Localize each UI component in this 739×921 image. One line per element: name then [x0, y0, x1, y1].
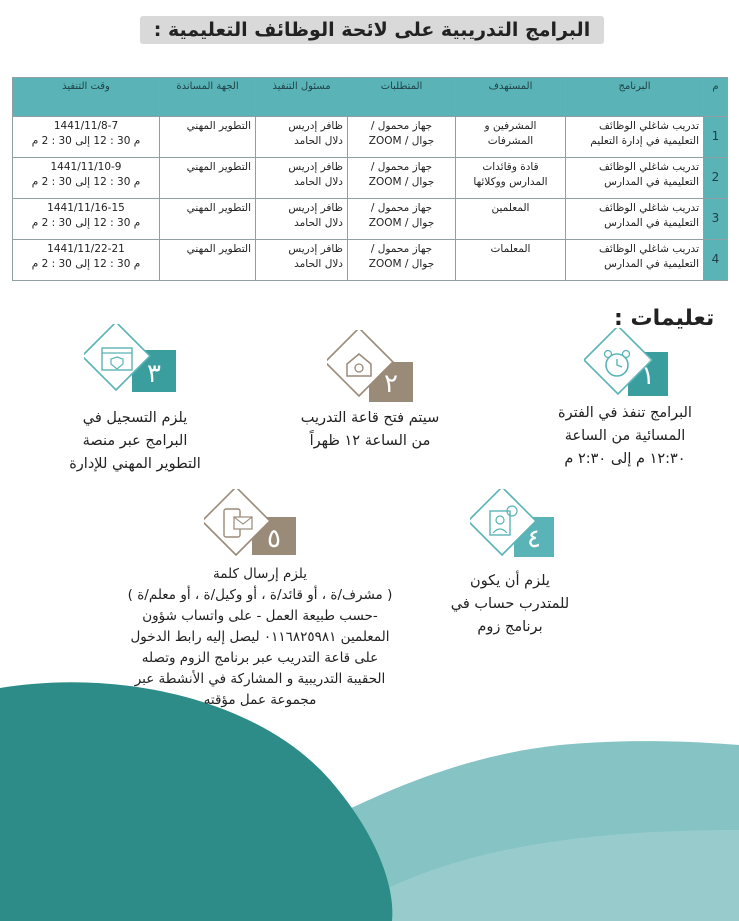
- item-number: ٤: [527, 524, 541, 554]
- cell-line: م 30 : 12 إلى 30 : 2 م: [31, 258, 141, 271]
- instructions-title: تعليمات :: [614, 306, 715, 331]
- target-cell: [456, 199, 566, 240]
- time-cell: [13, 158, 160, 199]
- target-cell: [456, 240, 566, 281]
- instruction-line: -حسب طبيعة العمل - على واتساب شؤون: [142, 607, 378, 624]
- program-cell: [566, 240, 704, 281]
- instruction-line: يلزم إرسال كلمة: [212, 566, 308, 582]
- cell-line: تدريب شاغلي الوظائف: [598, 202, 699, 214]
- cell-line: دلال الحامد: [294, 135, 343, 148]
- cell-line: جوال / ZOOM: [368, 258, 435, 271]
- cell-line: ظافر إدريس: [288, 243, 343, 255]
- cell-line: ظافر إدريس: [288, 202, 343, 214]
- instruction-item-1: [530, 402, 720, 472]
- instruction-line: يلزم أن يكون: [470, 573, 550, 589]
- row-number: 1: [704, 117, 728, 158]
- cell-line: م 30 : 12 إلى 30 : 2 م: [31, 217, 141, 230]
- instruction-line: للمتدرب حساب في: [450, 596, 570, 613]
- instruction-line: المعلمين ٠١١٦٨٢٥٩٨١ ليصل إليه رابط الدخول: [130, 628, 390, 645]
- column-header: وقت التنفيذ: [13, 78, 160, 117]
- responsible-cell: [256, 240, 348, 281]
- time-cell: [13, 117, 160, 158]
- cell-line: جهاز محمول /: [370, 120, 433, 132]
- cell-line: 1441/11/10-9: [50, 161, 122, 173]
- item-number: ١: [641, 361, 655, 391]
- instruction-line: المسائية من الساعة: [564, 428, 686, 445]
- table-row: [13, 199, 728, 240]
- cell-line: المعلمين: [491, 202, 530, 214]
- cell-line: المشرفات: [487, 135, 534, 148]
- instruction-line: ( مشرف/ة ، أو قائد/ة ، أو وكيل/ة ، أو معلم/ة ): [127, 586, 393, 603]
- responsible-cell: [256, 117, 348, 158]
- cell-line: جهاز محمول /: [370, 202, 433, 214]
- cell-line: جهاز محمول /: [370, 243, 433, 255]
- requirements-cell: [348, 158, 456, 199]
- instruction-line: من الساعة ١٢ ظهراً: [309, 433, 431, 450]
- alarm-clock-icon: [584, 328, 674, 402]
- column-header: المتطلبات: [348, 78, 456, 117]
- support-cell: التطوير المهني: [160, 240, 256, 281]
- cell-line: 1441/11/22-21: [47, 243, 125, 255]
- column-header: م: [704, 78, 728, 117]
- cell-line: التعليمية في المدارس: [604, 258, 699, 271]
- column-header: البرنامج: [566, 78, 704, 117]
- cell-line: دلال الحامد: [294, 176, 343, 189]
- cell-line: م 30 : 12 إلى 30 : 2 م: [31, 135, 141, 148]
- row-number: 3: [704, 199, 728, 240]
- programs-table: [12, 77, 728, 281]
- cell-line: التعليمية في إدارة التعليم: [590, 135, 699, 148]
- item-number: ٣: [147, 359, 161, 389]
- cell-line: 1441/11/8-7: [53, 120, 119, 132]
- cell-line: التعليمية في المدارس: [604, 217, 699, 230]
- table-row: [13, 117, 728, 158]
- requirements-cell: [348, 199, 456, 240]
- phone-message-icon: [204, 489, 300, 563]
- cell-line: المدارس ووكلائها: [473, 176, 548, 189]
- cell-line: المعلمات: [490, 243, 531, 255]
- row-number: 2: [704, 158, 728, 199]
- row-number: 4: [704, 240, 728, 281]
- cell-line: تدريب شاغلي الوظائف: [598, 243, 699, 255]
- cell-line: ظافر إدريس: [288, 161, 343, 173]
- instruction-line: ١٢:٣٠ م إلى ٢:٣٠ م: [564, 451, 686, 468]
- cell-line: قادة وقائدات: [482, 161, 539, 173]
- instruction-line: البرامج عبر منصة: [82, 433, 188, 450]
- cell-line: جوال / ZOOM: [368, 135, 435, 148]
- cell-line: جوال / ZOOM: [368, 176, 435, 189]
- program-cell: [566, 158, 704, 199]
- program-cell: [566, 199, 704, 240]
- cell-line: م 30 : 12 إلى 30 : 2 م: [31, 176, 141, 189]
- column-header: مسئول التنفيذ: [256, 78, 348, 117]
- instruction-line: الحقيبة التدريبية و المشاركة في الأنشطة عبر: [134, 670, 386, 687]
- dark-wave: [0, 682, 392, 921]
- column-header: المستهدف: [456, 78, 566, 117]
- instruction-line: التطوير المهني للإدارة: [69, 456, 201, 473]
- instruction-line: برنامج زوم: [477, 619, 543, 636]
- time-cell: [13, 199, 160, 240]
- time-cell: [13, 240, 160, 281]
- browser-shield-icon: [84, 324, 180, 398]
- instruction-item-2: [270, 407, 470, 453]
- responsible-cell: [256, 199, 348, 240]
- instruction-line: سيتم فتح قاعة التدريب: [300, 410, 440, 426]
- cell-line: دلال الحامد: [294, 217, 343, 230]
- cell-line: جهاز محمول /: [370, 161, 433, 173]
- cell-line: 1441/11/16-15: [47, 202, 125, 214]
- column-header: الجهة المساندة: [160, 78, 256, 117]
- instruction-line: مجموعة عمل مؤقته: [203, 691, 317, 708]
- target-cell: [456, 117, 566, 158]
- support-cell: التطوير المهني: [160, 199, 256, 240]
- cell-line: المشرفين و: [484, 120, 537, 132]
- item-number: ٥: [267, 524, 281, 554]
- house-icon: [327, 330, 417, 404]
- support-cell: التطوير المهني: [160, 117, 256, 158]
- target-cell: [456, 158, 566, 199]
- user-profile-icon: [470, 489, 560, 563]
- instruction-line: البرامج تنفذ في الفترة: [558, 405, 692, 421]
- cell-line: التعليمية في المدارس: [604, 176, 699, 189]
- instruction-item-5: [80, 564, 440, 710]
- instruction-item-4: [430, 570, 590, 640]
- cell-line: دلال الحامد: [294, 258, 343, 271]
- cell-line: ظافر إدريس: [288, 120, 343, 132]
- page-title: البرامج التدريبية على لائحة الوظائف التعليمية :: [140, 16, 604, 44]
- requirements-cell: [348, 240, 456, 281]
- instruction-line: على قاعة التدريب عبر برنامج الزوم وتصله: [141, 649, 379, 666]
- program-cell: [566, 117, 704, 158]
- instruction-line: يلزم التسجيل في: [82, 410, 188, 426]
- table-row: [13, 158, 728, 199]
- requirements-cell: [348, 117, 456, 158]
- table-header-row: [13, 78, 728, 117]
- responsible-cell: [256, 158, 348, 199]
- table-row: [13, 240, 728, 281]
- cell-line: تدريب شاغلي الوظائف: [598, 120, 699, 132]
- instruction-item-3: [40, 407, 230, 477]
- cell-line: تدريب شاغلي الوظائف: [598, 161, 699, 173]
- cell-line: جوال / ZOOM: [368, 217, 435, 230]
- item-number: ٢: [384, 369, 398, 399]
- support-cell: التطوير المهني: [160, 158, 256, 199]
